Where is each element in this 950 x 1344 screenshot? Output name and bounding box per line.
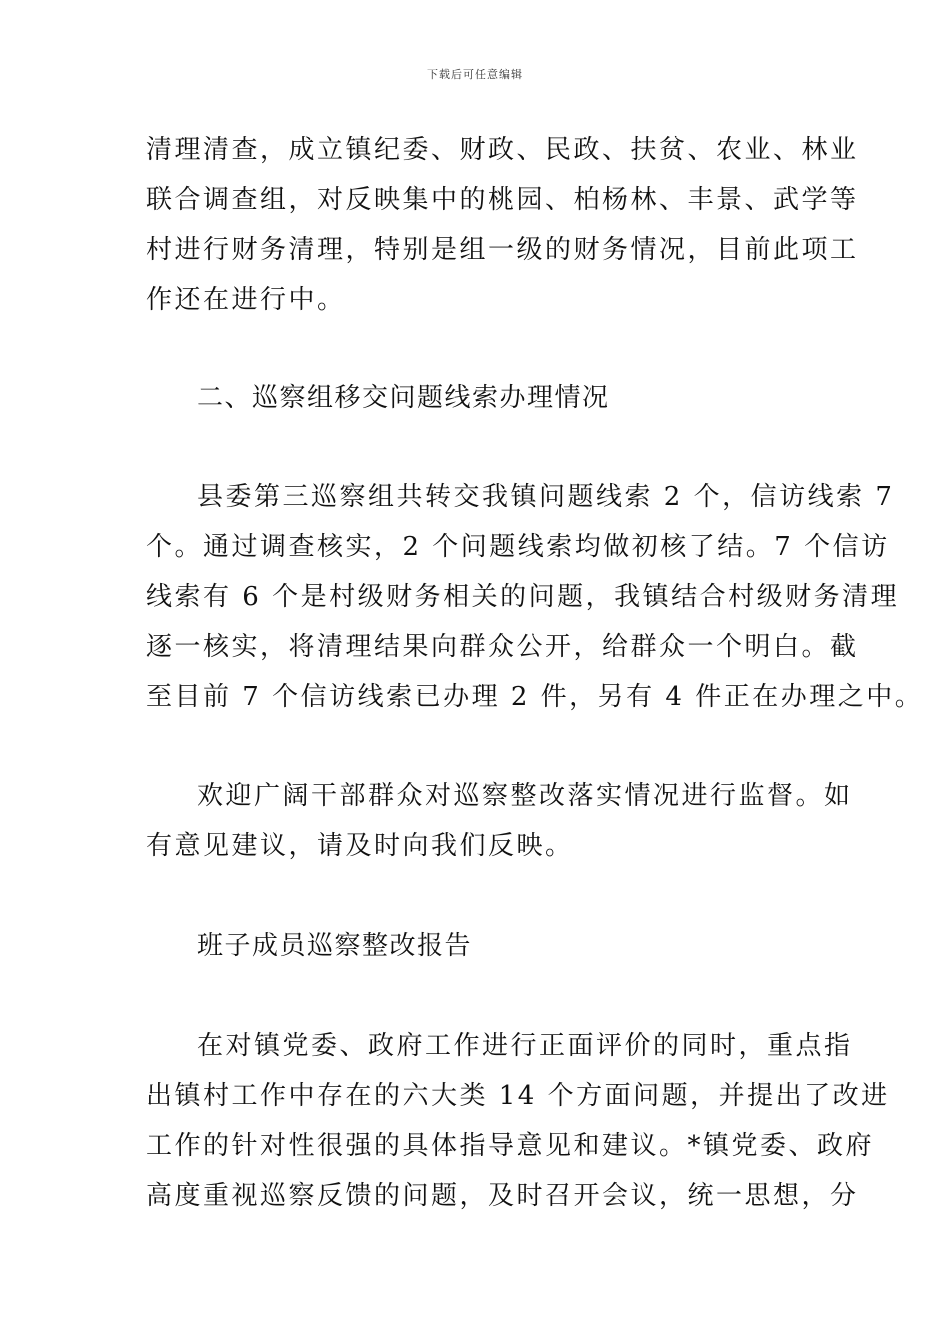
- page-header-note: 下载后可任意编辑: [427, 68, 523, 81]
- paragraph-line: 清理清查，成立镇纪委、财政、民政、扶贫、农业、林业: [146, 135, 859, 165]
- paragraph-line: 在对镇党委、政府工作进行正面评价的同时，重点指: [197, 1031, 853, 1061]
- paragraph-line: 联合调查组，对反映集中的桃园、柏杨林、丰景、武学等: [146, 185, 859, 215]
- paragraph-line: 出镇村工作中存在的六大类 14 个方面问题，并提出了改进: [146, 1081, 890, 1111]
- paragraph-line: 村进行财务清理，特别是组一级的财务情况，目前此项工: [146, 235, 859, 265]
- section-heading: 班子成员巡察整改报告: [197, 931, 473, 961]
- paragraph-line: 欢迎广阔干部群众对巡察整改落实情况进行监督。如: [197, 781, 853, 811]
- paragraph-line: 个。通过调查核实，2 个问题线索均做初核了结。7 个信访: [146, 532, 890, 562]
- paragraph-line: 高度重视巡察反馈的问题，及时召开会议，统一思想，分: [146, 1181, 859, 1211]
- section-heading: 二、巡察组移交问题线索办理情况: [197, 383, 610, 413]
- paragraph-line: 作还在进行中。: [146, 285, 346, 315]
- paragraph-line: 工作的针对性很强的具体指导意见和建议。*镇党委、政府: [146, 1131, 875, 1161]
- paragraph-line: 有意见建议，请及时向我们反映。: [146, 831, 574, 861]
- paragraph-line: 线索有 6 个是村级财务相关的问题，我镇结合村级财务清理: [146, 582, 900, 612]
- paragraph-line: 县委第三巡察组共转交我镇问题线索 2 个，信访线索 7: [197, 482, 895, 512]
- paragraph-line: 至目前 7 个信访线索已办理 2 件，另有 4 件正在办理之中。: [146, 682, 924, 712]
- paragraph-line: 逐一核实，将清理结果向群众公开，给群众一个明白。截: [146, 632, 859, 662]
